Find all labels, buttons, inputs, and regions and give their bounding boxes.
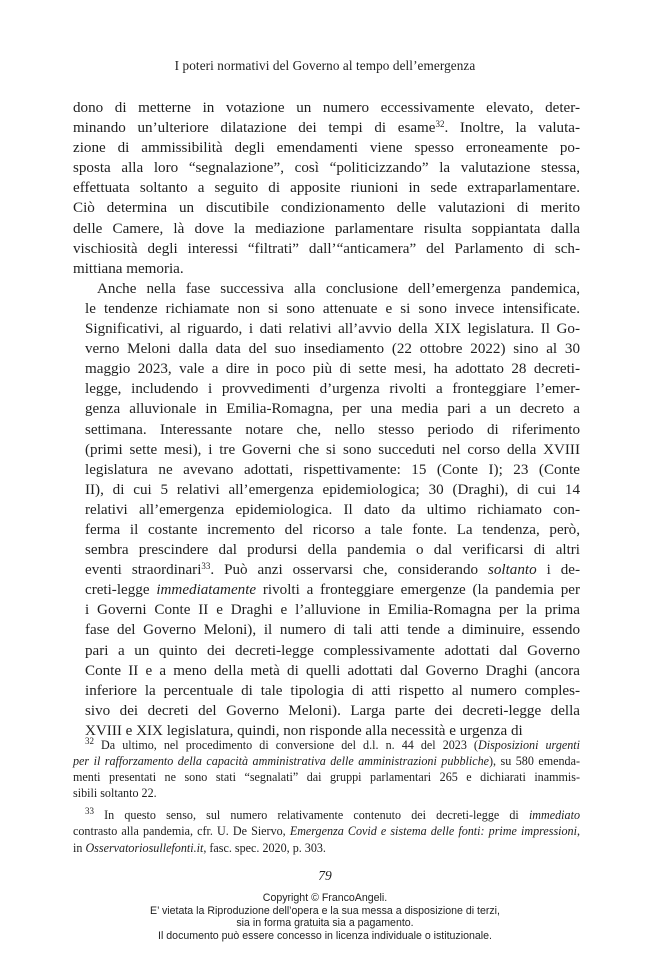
text-line: inferiore la percentuale di tale tipologia di atti rispetto al numero comples-	[85, 682, 580, 699]
text-line	[73, 118, 580, 138]
footnote-reference: 33	[201, 561, 211, 572]
text-line: dono di metterne in votazione un numero eccessivamente elevato, deter-	[73, 100, 580, 116]
text-segment: . Inoltre, la valuta-	[444, 120, 581, 137]
text-segment: rivolti a fronteggiare emergenze (la pandemia per	[256, 582, 580, 599]
text-line: le tendenze richiamate non si sono attenuate e si sono invece intensificate.	[85, 300, 580, 317]
text-line: settimana. Interessante notare che, nello stesso periodo di riferimento	[85, 421, 580, 438]
text-segment: i de-	[536, 562, 581, 579]
footnote-marker: 33	[85, 806, 94, 817]
emphasis: immediatamente	[156, 582, 257, 599]
text-line: (primi sette mesi), i tre Governi che si sono succeduti nel corso della XVIII	[85, 441, 580, 458]
text-segment: creti-legge	[85, 582, 157, 599]
text-line: i Governi Conte II e Draghi e l’alluvione in Emilia-Romagna per la prima	[85, 602, 580, 619]
footnote-32	[73, 737, 580, 801]
text-line	[73, 560, 580, 580]
text-line: Ciò determina un discutibile condizionamento delle valutazioni di merito	[73, 200, 580, 217]
footnote-line: in Osservatoriosullefonti.it, fasc. spec. 2020, p. 303.	[73, 840, 326, 855]
text-line: Significativi, al riguardo, i dati relativi all’avvio della XIX legislatura. Il Go-	[85, 321, 580, 338]
text-line: mittiana memoria.	[73, 260, 184, 277]
text-line: Anche nella fase successiva alla conclusione dell’emergenza pandemica,	[97, 280, 580, 297]
footnote-line: menti presentati ne sono stati “segnalati” dai gruppi parlamentari 265 e dichiarati inammis-	[73, 770, 580, 785]
copyright-line: E’ vietata la Riproduzione dell’opera e la sua messa a disposizione di terzi,	[150, 904, 500, 917]
footnote-marker: 32	[85, 736, 94, 746]
text-line: Conte II e a meno della metà di quelli adottati dal Governo Draghi (ancora	[85, 662, 580, 679]
text-line: maggio 2023, vale a dire in poco più di sette mesi, ha adottato 28 decreti-	[85, 361, 580, 378]
text-line: fase del Governo Meloni), il numero di tali atti tende a diminuire, essendo	[85, 622, 580, 639]
copyright-line: Il documento può essere concesso in licenza individuale o istituzionale.	[158, 929, 492, 942]
text-line: XVIII e XIX legislatura, quindi, non risponde alla necessità e urgenza di	[85, 722, 523, 739]
text-line: pari a un quinto dei decreti-legge complessivamente adottati dal Governo	[85, 642, 580, 659]
text-line	[73, 580, 580, 600]
text-line: sembra prescindere dal prodursi della pandemia o dal verificarsi di altri	[85, 542, 580, 559]
emphasis: soltanto	[488, 562, 537, 579]
text-line: genza alluvionale in Emilia-Romagna, per una media pari a un decreto a	[85, 401, 580, 418]
text-line: delle Camere, là dove la mediazione parlamentare risulta soppiantata dalla	[73, 220, 580, 237]
text-line: effettuata soltanto a seguito di apposite riunioni in sede extraparlamentare.	[73, 180, 580, 197]
text-line: sivo dei decreti del Governo Meloni). Larga parte dei decreti-legge della	[85, 702, 580, 719]
text-segment: . Può anzi osservarsi che, considerando	[210, 562, 488, 579]
running-head: I poteri normativi del Governo al tempo dell’emergenza	[174, 58, 476, 73]
footnote-line: per il rafforzamento della capacità amministrativa delle amministrazioni pubbliche), su 580 emenda-	[73, 754, 580, 769]
copyright-line: sia in forma gratuita sia a pagamento.	[236, 917, 414, 930]
text-line: ferma il costante incremento del ricorso a tale fonte. La tendenza, però,	[85, 521, 580, 538]
footnote-line: contrasto alla pandemia, cfr. U. De Siervo, Emergenza Covid e sistema delle fonti: prime impressioni,	[73, 824, 580, 839]
footnote-33	[73, 807, 580, 855]
paragraph-2	[73, 279, 580, 741]
copyright-line: Copyright © FrancoAngeli.	[262, 892, 388, 904]
text-line: legislatura ne avevano adottati, rispettivamente: 15 (Conte I); 23 (Conte	[85, 461, 580, 478]
body-text	[73, 98, 580, 741]
page-number: 79	[318, 868, 332, 883]
footnotes	[73, 737, 580, 862]
text-line: verno Meloni dalla data del suo insediamento (22 ottobre 2022) sino al 30	[85, 341, 580, 358]
text-line: zione di ammissibilità degli emendamenti viene spesso erroneamente po-	[73, 140, 580, 157]
text-line: sposta alla loro “segnalazione”, così “politicizzando” la valutazione stessa,	[73, 160, 580, 177]
footnote-line: sibili soltanto 22.	[73, 786, 157, 801]
copyright-notice	[0, 892, 650, 942]
footnote-line: $^{32}$ Da ultimo, nel procedimento di conversione del d.l. n. 44 del 2023 (Disposizioni urgenti	[85, 736, 580, 752]
footnote-line: $^{33}$ In questo senso, sul numero relativamente contenuto dei decreti-legge di immediato	[85, 806, 580, 823]
text-line: relativi all’emergenza epidemiologica. Il dato da ultimo richiamato con-	[85, 501, 580, 518]
text-segment: minando un’ulteriore dilatazione dei tempi di esame	[73, 120, 436, 137]
text-line: legge, includendo i provvedimenti d’urgenza rivolti a fronteggiare l’emer-	[85, 381, 580, 398]
paragraph-1	[73, 98, 580, 279]
text-line: vischiosità degli interessi “filtrati” dall’“anticamera” del Parlamento di sch-	[73, 240, 580, 257]
text-line: II), di cui 5 relativi all’emergenza epidemiologica; 30 (Draghi), di cui 14	[85, 481, 580, 498]
footnote-reference: 32	[435, 119, 445, 130]
text-segment: eventi straordinari	[85, 562, 202, 579]
